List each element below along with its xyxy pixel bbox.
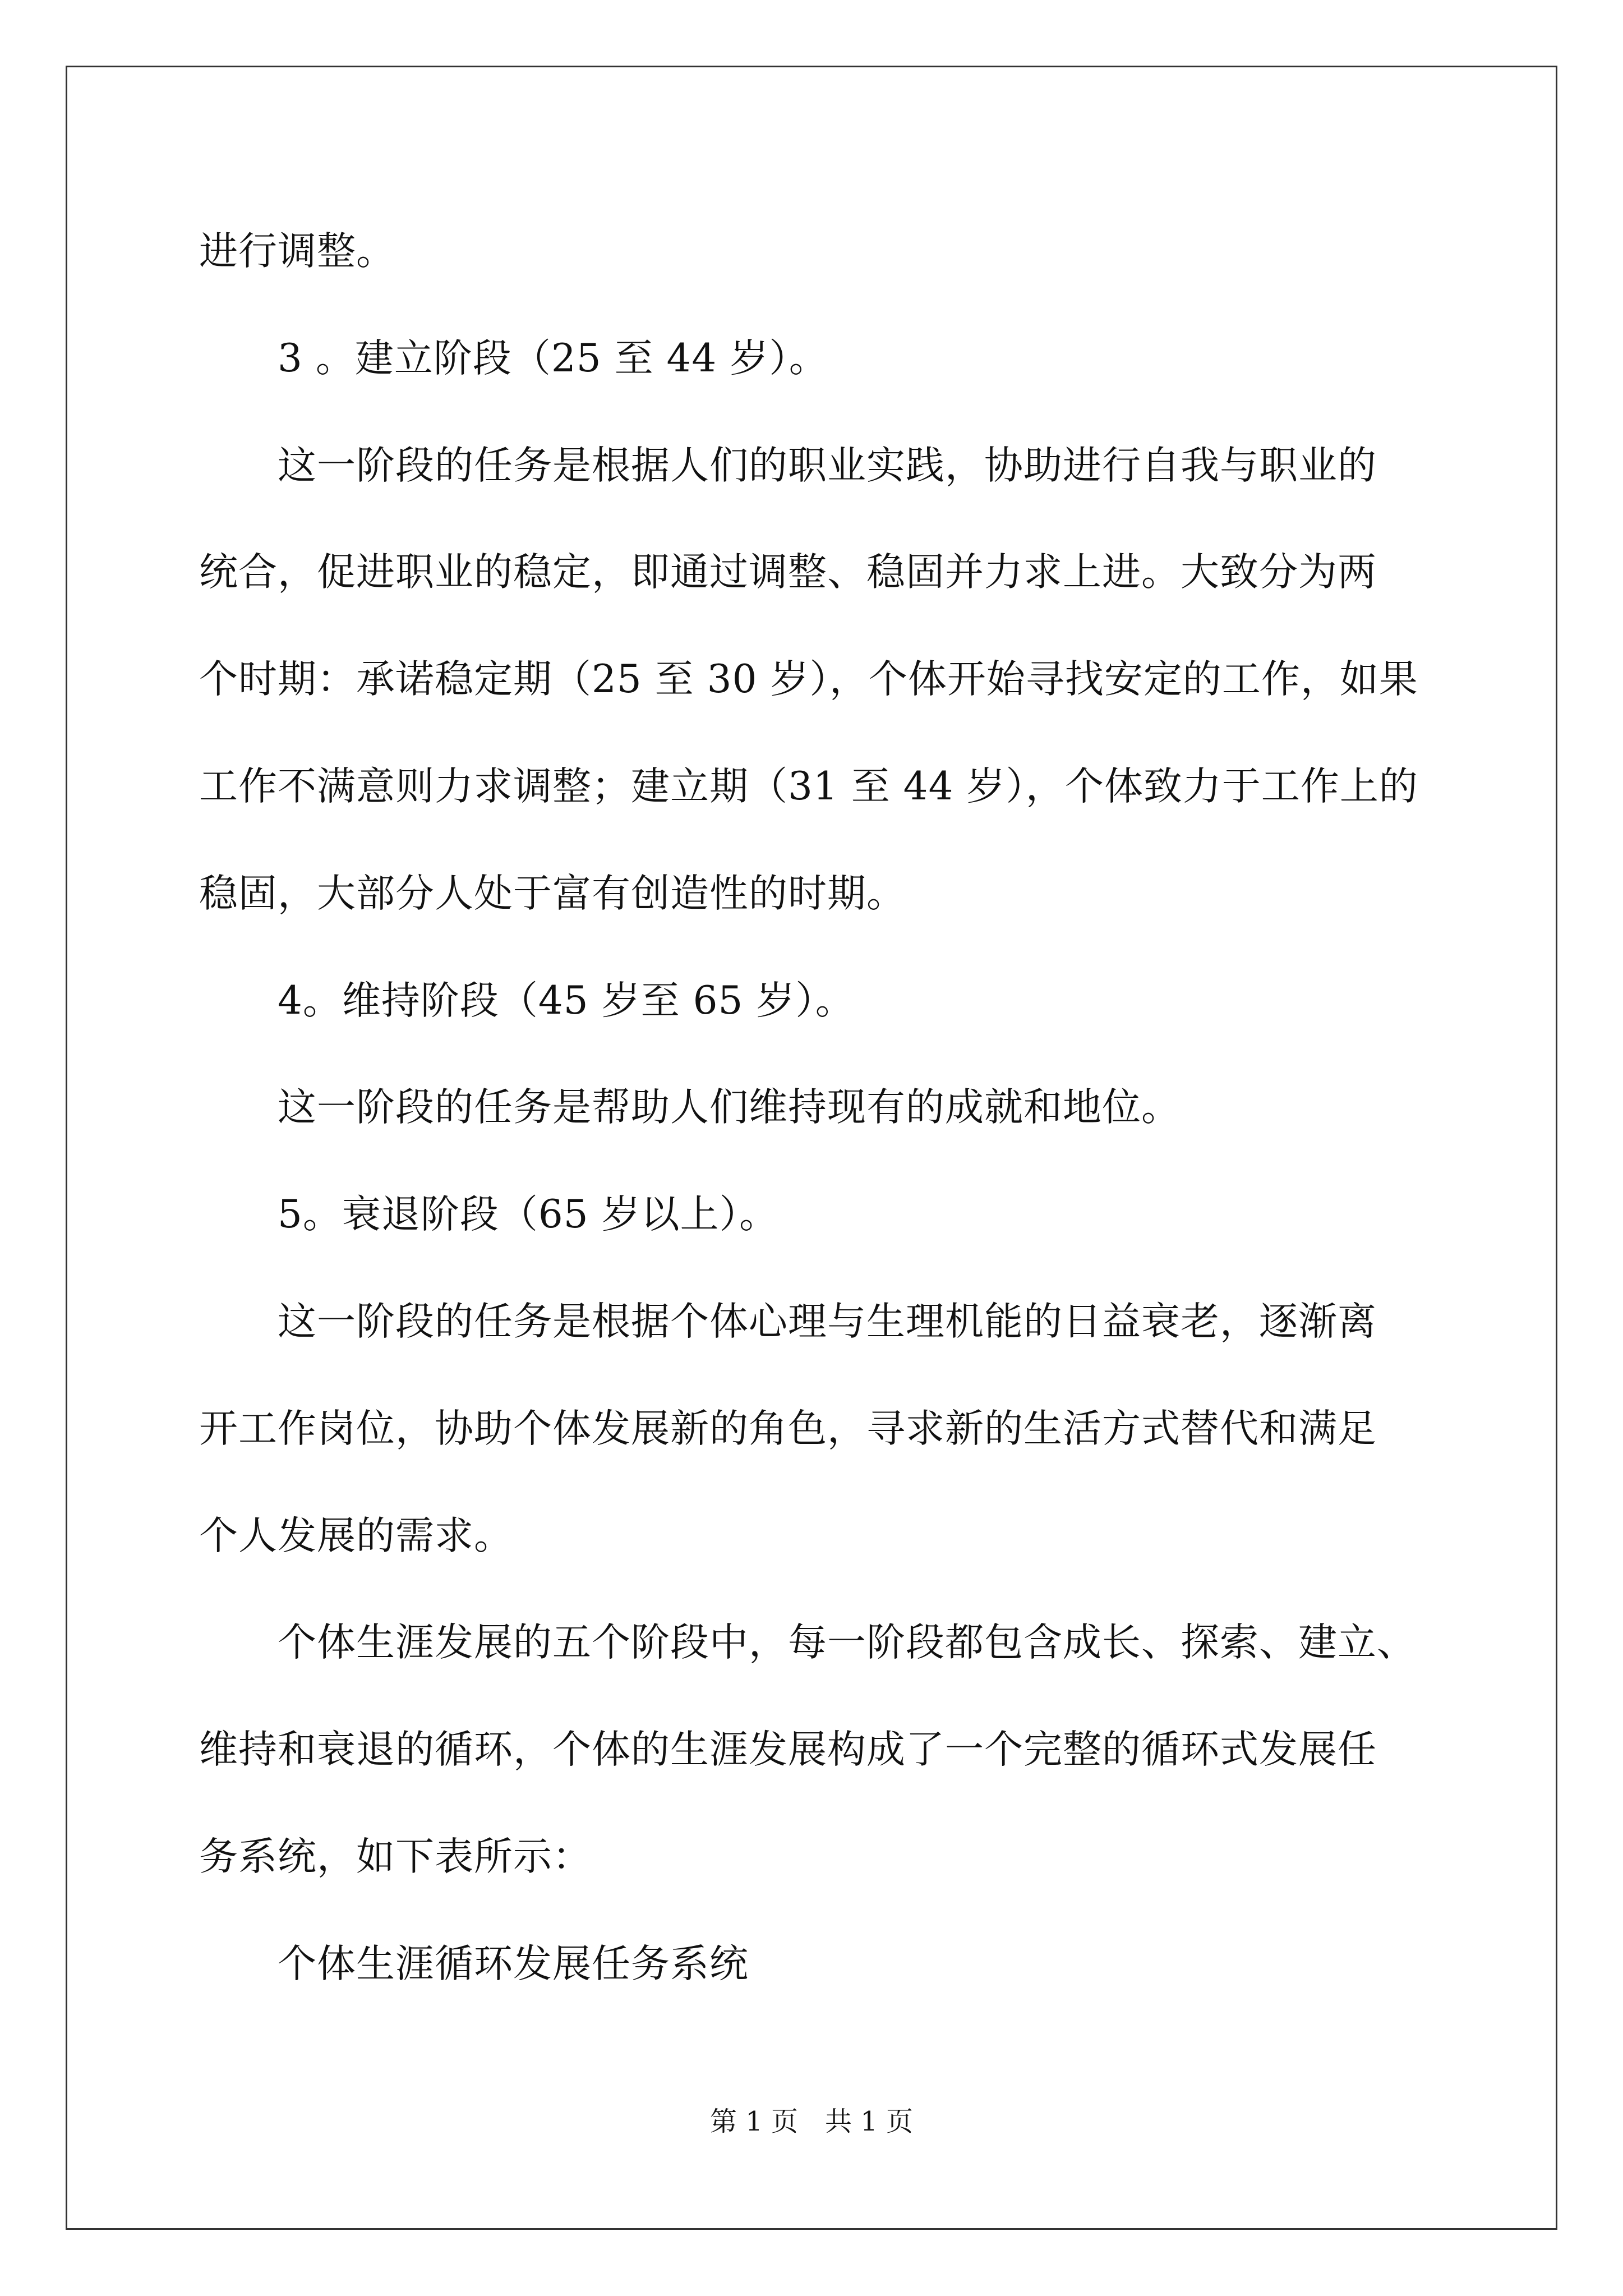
paragraph-line: 开工作岗位，协助个体发展新的角色，寻求新的生活方式替代和满足 bbox=[199, 1406, 1377, 1451]
text-line: 进行调整。 bbox=[199, 229, 395, 274]
paragraph-line: 稳固，大部分人处于富有创造性的时期。 bbox=[199, 871, 906, 916]
table-caption: 个体生涯循环发展任务系统 bbox=[199, 1941, 749, 1986]
section-heading-establishment: 3 。建立阶段（25 至 44 岁）。 bbox=[199, 336, 828, 381]
paragraph-line: 这一阶段的任务是根据个体心理与生理机能的日益衰老，逐渐离 bbox=[199, 1299, 1377, 1344]
section-heading-decline: 5。衰退阶段（65 岁以上）。 bbox=[199, 1192, 779, 1237]
page-number-footer: 第 1 页 共 1 页 bbox=[709, 2106, 914, 2137]
paragraph-line: 维持和衰退的循环，个体的生涯发展构成了一个完整的循环式发展任 bbox=[199, 1727, 1377, 1772]
paragraph-line: 个时期：承诺稳定期（25 至 30 岁），个体开始寻找安定的工作，如果 bbox=[199, 657, 1418, 702]
section-heading-maintenance: 4。维持阶段（45 岁至 65 岁）。 bbox=[199, 978, 855, 1023]
paragraph-line: 这一阶段的任务是帮助人们维持现有的成就和地位。 bbox=[199, 1085, 1181, 1130]
paragraph-line: 工作不满意则力求调整；建立期（31 至 44 岁），个体致力于工作上的 bbox=[199, 764, 1418, 809]
paragraph-line: 个人发展的需求。 bbox=[199, 1513, 513, 1558]
paragraph-line: 统合，促进职业的稳定，即通过调整、稳固并力求上进。大致分为两 bbox=[199, 550, 1377, 595]
paragraph-line: 这一阶段的任务是根据人们的职业实践，协助进行自我与职业的 bbox=[199, 443, 1377, 488]
page-border bbox=[66, 66, 1557, 2230]
paragraph-line: 务系统，如下表所示： bbox=[199, 1834, 592, 1879]
paragraph-line: 个体生涯发展的五个阶段中，每一阶段都包含成长、探索、建立、 bbox=[199, 1620, 1416, 1665]
